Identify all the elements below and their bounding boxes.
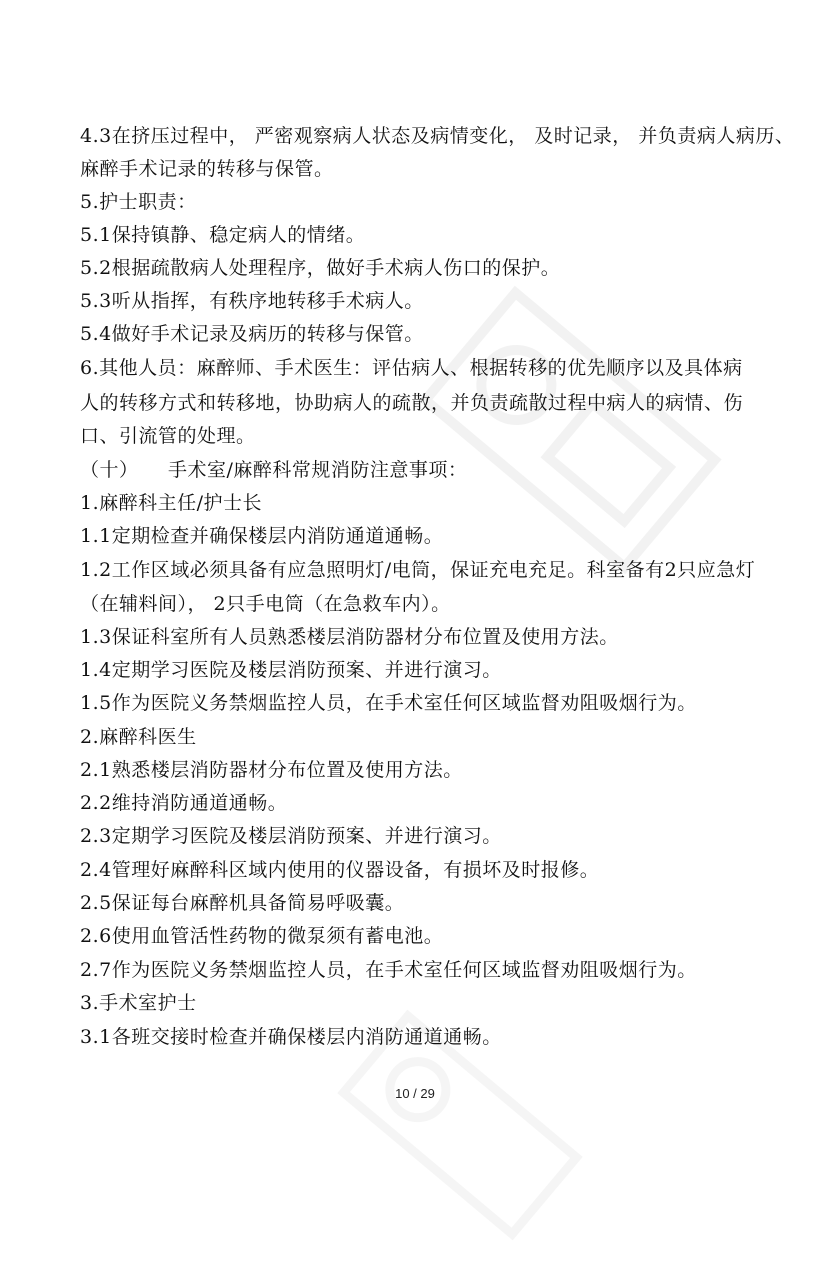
text-line: 1.2工作区域必须具备有应急照明灯/电筒，保证充电充足。科室备有2只应急灯 — [80, 559, 756, 581]
text-line: 5.4做好手术记录及病历的转移与保管。 — [80, 323, 424, 345]
text-line: 5.护士职责： — [80, 191, 197, 213]
text-line: 4.3在挤压过程中， 严密观察病人状态及病情变化， 及时记录， 并负责病人病历、 — [80, 125, 795, 147]
text-line: 2.6使用血管活性药物的微泵须有蓄电池。 — [80, 925, 444, 947]
text-line: 5.1保持镇静、稳定病人的情绪。 — [80, 224, 366, 246]
text-line: 2.4管理好麻醉科区域内使用的仪器设备，有损坏及时报修。 — [80, 859, 600, 881]
text-line: 3.1各班交接时检查并确保楼层内消防通道通畅。 — [80, 1026, 502, 1048]
page-number: 10 / 29 — [395, 1086, 435, 1101]
text-line: 口、引流管的处理。 — [80, 425, 256, 447]
text-line: 1.3保证科室所有人员熟悉楼层消防器材分布位置及使用方法。 — [80, 626, 619, 648]
text-line: 人的转移方式和转移地，协助病人的疏散，并负责疏散过程中病人的病情、伤 — [80, 392, 744, 414]
text-line: （十） 手术室/麻醉科常规消防注意事项： — [80, 459, 468, 481]
text-line: 2.麻醉科医生 — [80, 726, 197, 748]
text-line: 2.7作为医院义务禁烟监控人员，在手术室任何区域监督劝阻吸烟行为。 — [80, 959, 697, 981]
text-line: 1.5作为医院义务禁烟监控人员，在手术室任何区域监督劝阻吸烟行为。 — [80, 692, 697, 714]
text-line: 6.其他人员：麻醉师、手术医生：评估病人、根据转移的优先顺序以及具体病 — [80, 357, 743, 379]
text-line: 2.3定期学习医院及楼层消防预案、并进行演习。 — [80, 825, 502, 847]
text-line: （在辅料间）， 2只手电筒（在急救车内）。 — [80, 593, 451, 615]
text-line: 2.5保证每台麻醉机具备简易呼吸囊。 — [80, 892, 405, 914]
text-line: 2.1熟悉楼层消防器材分布位置及使用方法。 — [80, 759, 463, 781]
text-line: 1.4定期学习医院及楼层消防预案、并进行演习。 — [80, 659, 502, 681]
text-line: 麻醉手术记录的转移与保管。 — [80, 158, 334, 180]
text-line: 2.2维持消防通道通畅。 — [80, 792, 288, 814]
text-line: 3.手术室护士 — [80, 992, 197, 1014]
text-line: 5.3听从指挥，有秩序地转移手术病人。 — [80, 290, 424, 312]
text-line: 1.麻醉科主任/护士长 — [80, 492, 263, 514]
text-line: 5.2根据疏散病人处理程序，做好手术病人伤口的保护。 — [80, 257, 561, 279]
text-line: 1.1定期检查并确保楼层内消防通道通畅。 — [80, 525, 444, 547]
